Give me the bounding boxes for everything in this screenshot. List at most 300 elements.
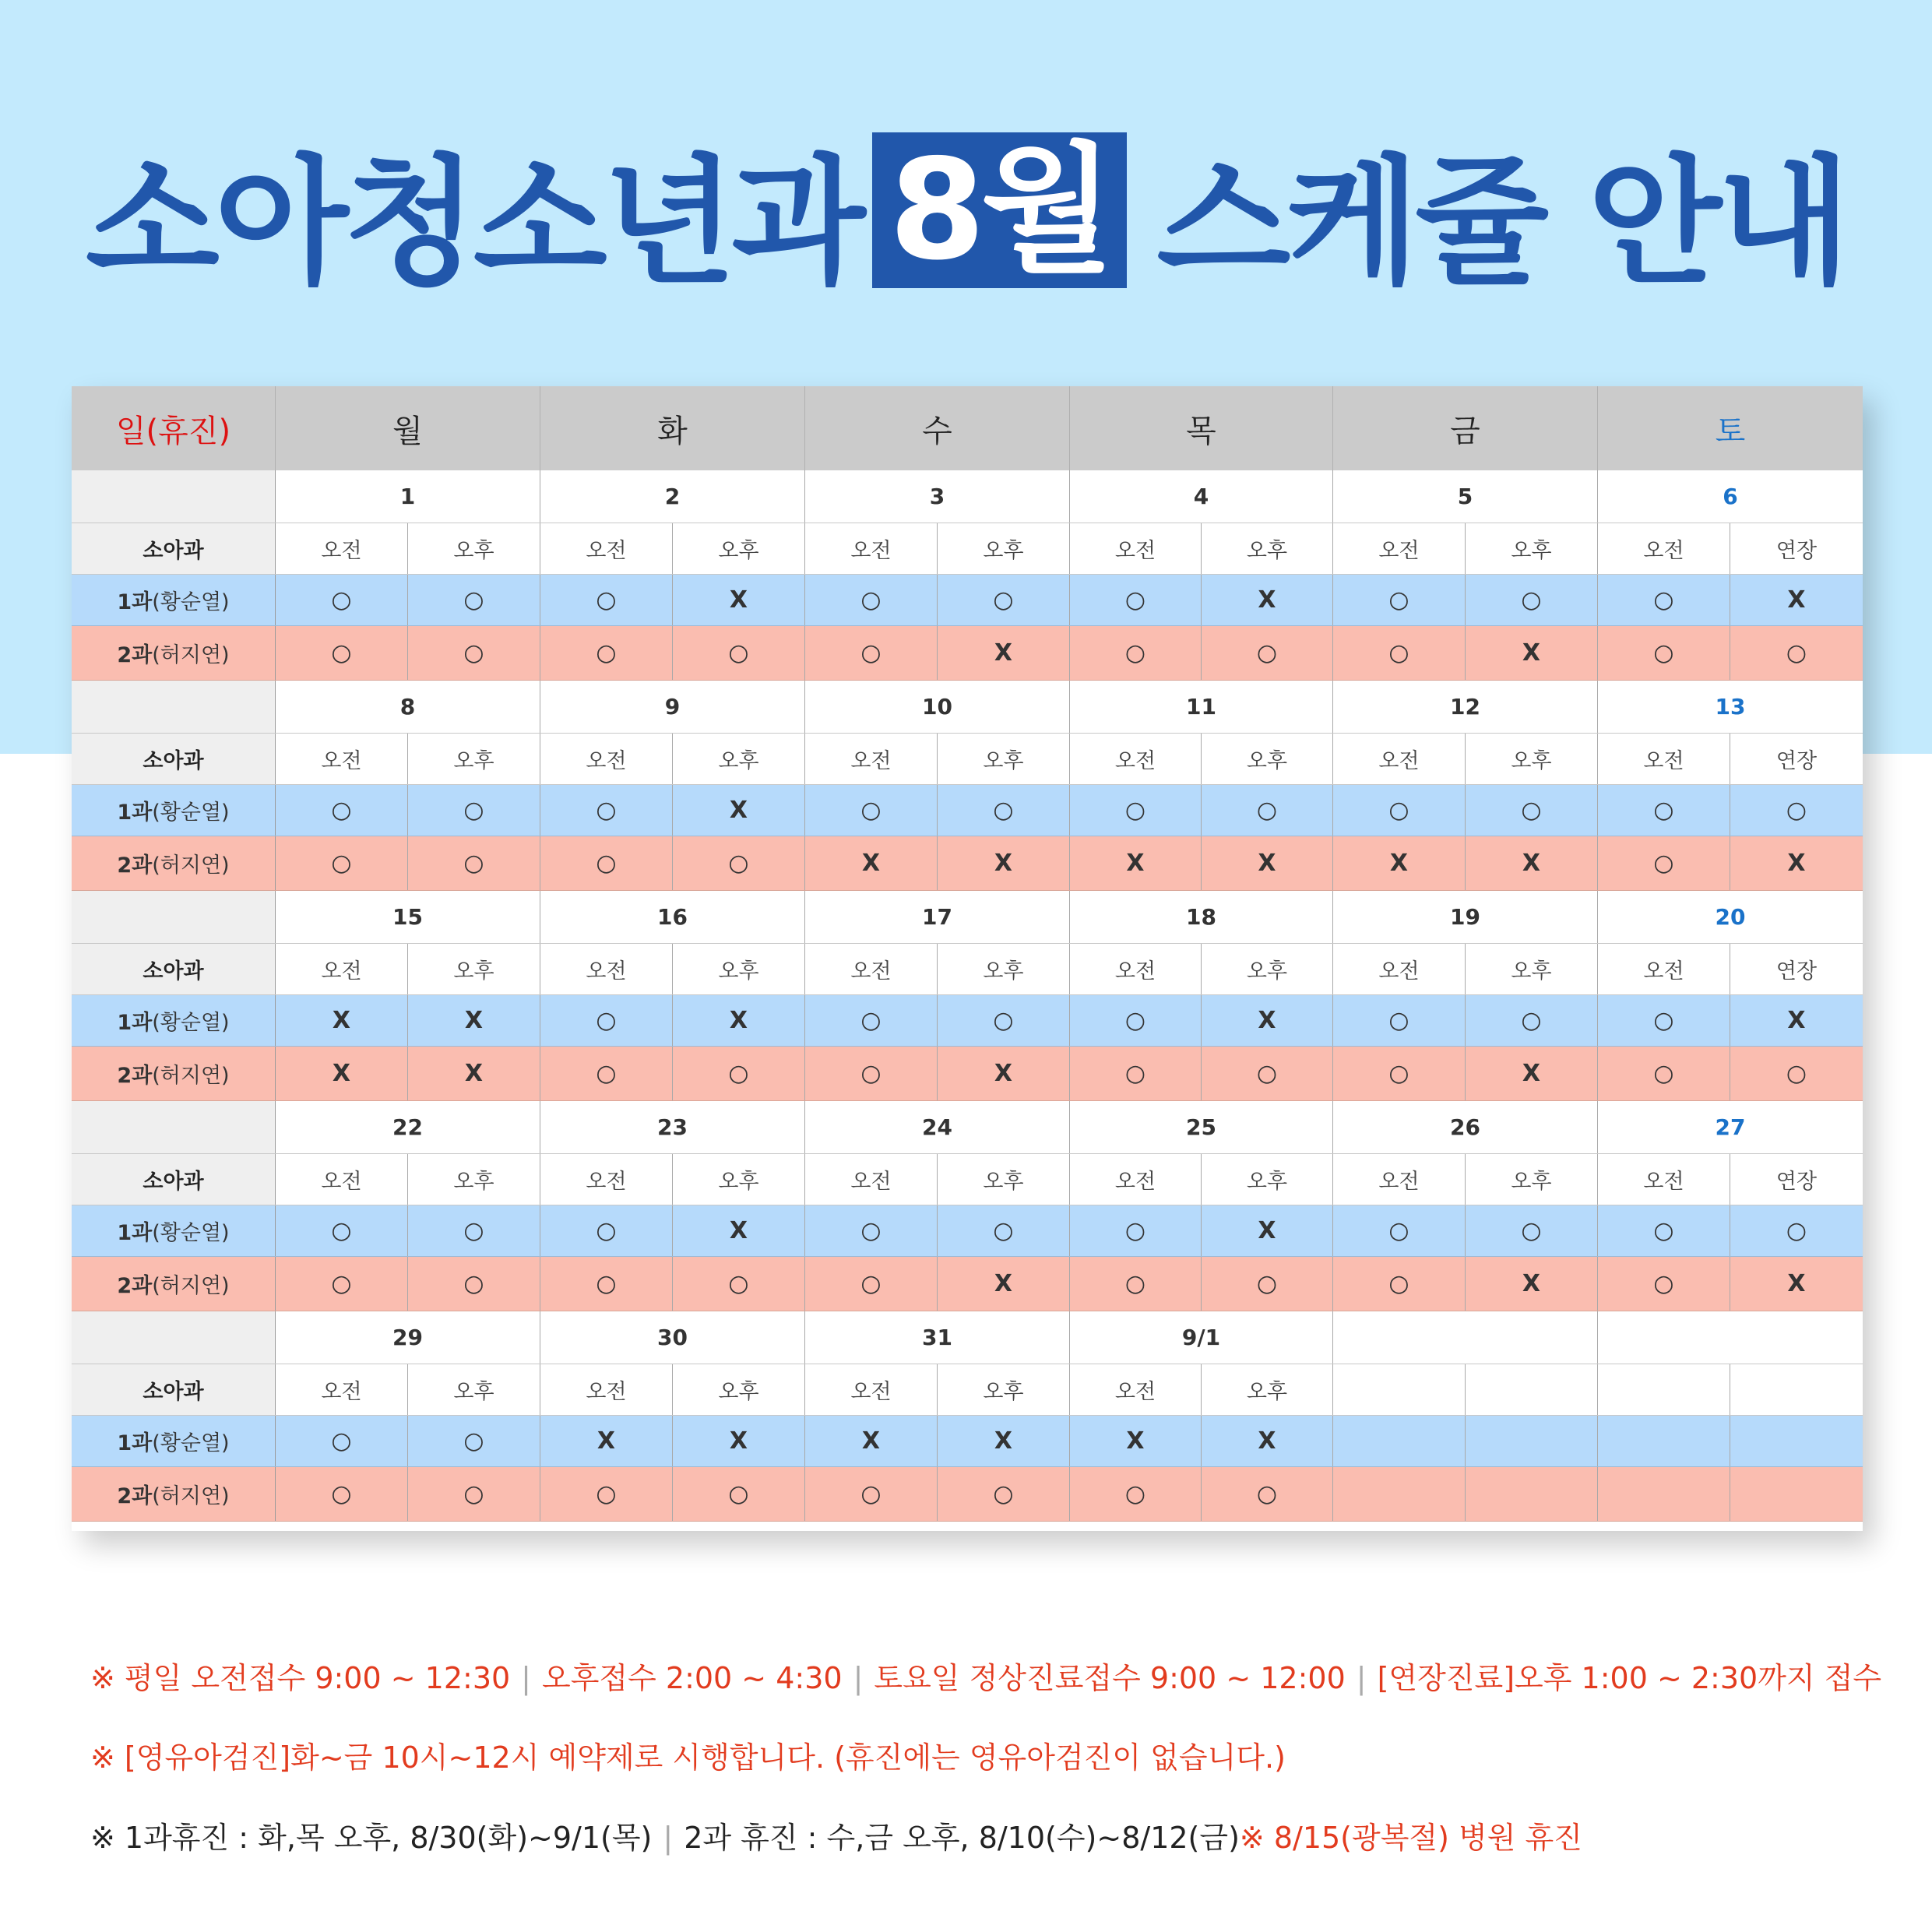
date-cell: 19 bbox=[1333, 891, 1598, 943]
availability-mark: ○ bbox=[1070, 995, 1202, 1046]
date-cell: 25 bbox=[1070, 1101, 1333, 1153]
date-cell: 11 bbox=[1070, 681, 1333, 733]
doc1-number: 1과 bbox=[117, 590, 153, 614]
slot-cell: 오전 bbox=[540, 1154, 673, 1205]
availability-mark: X bbox=[673, 1205, 805, 1256]
date-row-label bbox=[72, 891, 276, 943]
availability-mark: ○ bbox=[276, 1257, 408, 1311]
availability-mark: ○ bbox=[1333, 1205, 1466, 1256]
slot-cell: 오전 bbox=[276, 523, 408, 574]
slot-cell: 오전 bbox=[540, 734, 673, 784]
date-row bbox=[72, 470, 1863, 523]
date-cell: 8 bbox=[276, 681, 540, 733]
weeks-container bbox=[72, 470, 1863, 1522]
availability-mark: X bbox=[1333, 836, 1466, 890]
availability-mark: ○ bbox=[540, 1047, 673, 1100]
doc1-row bbox=[72, 785, 1863, 836]
slot-cell: 오전 bbox=[276, 1154, 408, 1205]
doc1-row bbox=[72, 1205, 1863, 1257]
slot-cell: 오후 bbox=[673, 944, 805, 994]
doc2-row bbox=[72, 626, 1863, 681]
doc2-label bbox=[72, 836, 276, 890]
availability-mark: X bbox=[1202, 575, 1333, 625]
date-row-label bbox=[72, 470, 276, 523]
slot-cell: 오전 bbox=[1598, 944, 1730, 994]
doc1-name: (황순열) bbox=[152, 590, 230, 614]
doc2-name: (허지연) bbox=[152, 1274, 230, 1298]
date-row bbox=[72, 681, 1863, 734]
date-cell: 12 bbox=[1333, 681, 1598, 733]
availability-mark: ○ bbox=[805, 785, 938, 836]
divider: | bbox=[1356, 1661, 1367, 1695]
title-prefix: 소아청소년과 bbox=[85, 142, 861, 303]
availability-mark: ○ bbox=[408, 1205, 540, 1256]
slot-cell: 오전 bbox=[1333, 523, 1466, 574]
note-line-1 bbox=[90, 1654, 1881, 1697]
availability-mark: X bbox=[1787, 850, 1806, 877]
doc1-label bbox=[72, 785, 276, 836]
date-row-label bbox=[72, 681, 276, 733]
availability-mark: ○ bbox=[805, 626, 938, 680]
availability-mark: ○ bbox=[938, 785, 1070, 836]
slot-cell: 연장 bbox=[1775, 539, 1818, 563]
doc1-name: (황순열) bbox=[152, 1431, 230, 1455]
slot-cell: 오전 bbox=[1598, 523, 1730, 574]
slot-cell: 연장 bbox=[1775, 959, 1818, 984]
availability-mark: ○ bbox=[673, 626, 805, 680]
week-block bbox=[72, 470, 1863, 681]
date-cell: 18 bbox=[1070, 891, 1333, 943]
availability-mark: ○ bbox=[1786, 1060, 1807, 1087]
doc2-name: (허지연) bbox=[152, 1484, 230, 1508]
date-cell: 24 bbox=[805, 1101, 1070, 1153]
availability-mark: ○ bbox=[540, 626, 673, 680]
availability-mark: ○ bbox=[1598, 626, 1730, 680]
doc1-name: (황순열) bbox=[152, 1221, 230, 1245]
doc1-number: 1과 bbox=[117, 1011, 153, 1035]
availability-mark: ○ bbox=[1786, 797, 1807, 824]
date-cell: 29 bbox=[276, 1311, 540, 1364]
doc1-number: 1과 bbox=[117, 1221, 153, 1245]
availability-mark: ○ bbox=[276, 1467, 408, 1521]
availability-mark: ○ bbox=[540, 995, 673, 1046]
doc1-row bbox=[72, 1416, 1863, 1467]
page-title bbox=[0, 117, 1932, 304]
slot-cell: 오후 bbox=[408, 944, 540, 994]
slot-cell: 오후 bbox=[673, 1154, 805, 1205]
slot-cell: 오전 bbox=[1070, 523, 1202, 574]
header-tue: 화 bbox=[540, 386, 805, 470]
date-cell: 23 bbox=[540, 1101, 805, 1153]
date-cell bbox=[1598, 1311, 1863, 1364]
slot-cell: 오후 bbox=[408, 1364, 540, 1415]
date-cell: 13 bbox=[1715, 694, 1746, 720]
slot-cell: 오전 bbox=[1333, 1154, 1466, 1205]
slot-cell: 오후 bbox=[938, 944, 1070, 994]
availability-mark: ○ bbox=[408, 1257, 540, 1311]
availability-mark: X bbox=[1787, 586, 1806, 614]
slot-cell: 오후 bbox=[1466, 944, 1598, 994]
availability-mark: X bbox=[673, 785, 805, 836]
availability-mark: X bbox=[1202, 1416, 1333, 1466]
slot-cell: 오후 bbox=[938, 523, 1070, 574]
availability-mark: ○ bbox=[938, 575, 1070, 625]
doc2-name: (허지연) bbox=[152, 853, 230, 878]
doc1-row bbox=[72, 575, 1863, 626]
availability-mark: X bbox=[938, 1416, 1070, 1466]
slot-cell: 오후 bbox=[1202, 1154, 1333, 1205]
slot-cell: 오전 bbox=[276, 734, 408, 784]
slot-cell: 오후 bbox=[673, 734, 805, 784]
availability-mark: X bbox=[276, 995, 408, 1046]
doc2-label bbox=[72, 1467, 276, 1521]
doc1-number: 1과 bbox=[117, 1431, 153, 1455]
availability-mark: ○ bbox=[1598, 785, 1730, 836]
availability-mark: ○ bbox=[1070, 1047, 1202, 1100]
doc2-number: 2과 bbox=[117, 1064, 153, 1088]
date-cell: 5 bbox=[1333, 470, 1598, 523]
availability-mark: X bbox=[938, 836, 1070, 890]
availability-mark: ○ bbox=[1202, 1257, 1333, 1311]
availability-mark: ○ bbox=[938, 1205, 1070, 1256]
doc2-number: 2과 bbox=[117, 643, 153, 667]
dept-label: 소아과 bbox=[72, 1364, 276, 1415]
date-cell bbox=[1333, 1311, 1598, 1364]
slot-cell: 오후 bbox=[1202, 944, 1333, 994]
availability-mark bbox=[1598, 1416, 1730, 1466]
dept-label: 소아과 bbox=[72, 734, 276, 784]
doc1-number: 1과 bbox=[117, 801, 153, 825]
date-cell: 30 bbox=[540, 1311, 805, 1364]
availability-mark: ○ bbox=[540, 836, 673, 890]
availability-mark: X bbox=[938, 1257, 1070, 1311]
availability-mark: ○ bbox=[1466, 575, 1598, 625]
availability-mark: ○ bbox=[408, 1416, 540, 1466]
slot-cell: 오전 bbox=[805, 944, 938, 994]
slot-cell: 오후 bbox=[673, 523, 805, 574]
availability-mark: X bbox=[1787, 1270, 1806, 1297]
slot-cell: 오전 bbox=[1333, 734, 1466, 784]
availability-mark: ○ bbox=[1202, 1047, 1333, 1100]
slot-cell: 오후 bbox=[1466, 523, 1598, 574]
availability-mark: ○ bbox=[408, 1467, 540, 1521]
availability-mark: ○ bbox=[408, 785, 540, 836]
slot-cell bbox=[1598, 1364, 1730, 1415]
slot-cell: 오후 bbox=[1202, 734, 1333, 784]
availability-mark: X bbox=[805, 1416, 938, 1466]
slot-cell: 오후 bbox=[408, 523, 540, 574]
date-cell: 15 bbox=[276, 891, 540, 943]
availability-mark: ○ bbox=[1598, 1257, 1730, 1311]
availability-mark: ○ bbox=[1598, 836, 1730, 890]
doc1-label bbox=[72, 1416, 276, 1466]
availability-mark: ○ bbox=[540, 575, 673, 625]
date-cell: 9 bbox=[540, 681, 805, 733]
availability-mark: ○ bbox=[1202, 785, 1333, 836]
slot-row bbox=[72, 1364, 1863, 1416]
availability-mark: ○ bbox=[673, 1047, 805, 1100]
availability-mark: X bbox=[1787, 1007, 1806, 1034]
availability-mark bbox=[1333, 1467, 1466, 1521]
availability-mark: ○ bbox=[1202, 626, 1333, 680]
slot-cell: 연장 bbox=[1775, 749, 1818, 773]
availability-mark: ○ bbox=[1333, 575, 1466, 625]
availability-mark: ○ bbox=[1598, 995, 1730, 1046]
slot-cell: 연장 bbox=[1775, 1170, 1818, 1194]
title-suffix: 스케쥴 안내 bbox=[1156, 142, 1847, 303]
doc2-row bbox=[72, 1047, 1863, 1101]
availability-mark: X bbox=[1466, 626, 1598, 680]
date-row bbox=[72, 1101, 1863, 1154]
date-row bbox=[72, 891, 1863, 944]
header-thu: 목 bbox=[1070, 386, 1333, 470]
availability-mark bbox=[1466, 1416, 1598, 1466]
availability-mark: X bbox=[1202, 836, 1333, 890]
availability-mark: ○ bbox=[805, 1467, 938, 1521]
dept-label: 소아과 bbox=[72, 1154, 276, 1205]
availability-mark: X bbox=[1466, 1257, 1598, 1311]
slot-cell bbox=[1730, 1364, 1863, 1415]
slot-cell: 오전 bbox=[1598, 734, 1730, 784]
availability-mark: X bbox=[276, 1047, 408, 1100]
availability-mark: X bbox=[1202, 995, 1333, 1046]
slot-cell: 오전 bbox=[805, 1364, 938, 1415]
availability-mark: ○ bbox=[408, 626, 540, 680]
note-holiday: ※ 8/15(광복절) 병원 휴진 bbox=[1239, 1821, 1582, 1855]
slot-cell: 오후 bbox=[1202, 1364, 1333, 1415]
slot-cell: 오전 bbox=[805, 1154, 938, 1205]
date-row bbox=[72, 1311, 1863, 1364]
date-cell: 9/1 bbox=[1070, 1311, 1333, 1364]
doc2-row bbox=[72, 1257, 1863, 1311]
date-cell: 10 bbox=[805, 681, 1070, 733]
availability-mark: ○ bbox=[805, 1257, 938, 1311]
availability-mark: ○ bbox=[1333, 785, 1466, 836]
slot-cell bbox=[1333, 1364, 1466, 1415]
availability-mark: ○ bbox=[1786, 1217, 1807, 1244]
availability-mark: X bbox=[1466, 1047, 1598, 1100]
date-cell: 1 bbox=[276, 470, 540, 523]
availability-mark: ○ bbox=[276, 575, 408, 625]
doc1-name: (황순열) bbox=[152, 1011, 230, 1035]
availability-mark: ○ bbox=[1466, 1205, 1598, 1256]
availability-mark: X bbox=[1202, 1205, 1333, 1256]
dept-label: 소아과 bbox=[72, 944, 276, 994]
doc1-label bbox=[72, 575, 276, 625]
availability-mark: ○ bbox=[540, 785, 673, 836]
availability-mark: ○ bbox=[1070, 626, 1202, 680]
availability-mark bbox=[1730, 1416, 1863, 1466]
doc1-label bbox=[72, 995, 276, 1046]
availability-mark bbox=[1333, 1416, 1466, 1466]
note-weekday-afternoon: 오후접수 2:00 ~ 4:30 bbox=[541, 1661, 843, 1695]
availability-mark: ○ bbox=[540, 1205, 673, 1256]
availability-mark: ○ bbox=[1466, 995, 1598, 1046]
availability-mark: ○ bbox=[1070, 785, 1202, 836]
slot-cell bbox=[1466, 1364, 1598, 1415]
date-row-label bbox=[72, 1101, 276, 1153]
availability-mark: X bbox=[1466, 836, 1598, 890]
divider: | bbox=[521, 1661, 531, 1695]
availability-mark: X bbox=[540, 1416, 673, 1466]
availability-mark bbox=[1730, 1467, 1863, 1521]
slot-cell: 오전 bbox=[1070, 944, 1202, 994]
note-doc1-off: ※ 1과휴진 : 화,목 오후, 8/30(화)~9/1(목) bbox=[90, 1821, 653, 1855]
availability-mark: ○ bbox=[1333, 995, 1466, 1046]
availability-mark: ○ bbox=[540, 1257, 673, 1311]
doc1-label bbox=[72, 1205, 276, 1256]
slot-cell: 오전 bbox=[805, 734, 938, 784]
availability-mark: ○ bbox=[1598, 1047, 1730, 1100]
availability-mark: ○ bbox=[1070, 1467, 1202, 1521]
slot-cell: 오후 bbox=[938, 1154, 1070, 1205]
date-cell: 20 bbox=[1715, 904, 1746, 930]
date-cell: 2 bbox=[540, 470, 805, 523]
slot-cell: 오전 bbox=[1070, 1364, 1202, 1415]
doc2-row bbox=[72, 1467, 1863, 1522]
week-block bbox=[72, 891, 1863, 1101]
slot-cell: 오전 bbox=[1070, 1154, 1202, 1205]
doc2-name: (허지연) bbox=[152, 643, 230, 667]
availability-mark: ○ bbox=[805, 1047, 938, 1100]
week-block bbox=[72, 1101, 1863, 1311]
title-month-badge: 8월 bbox=[872, 132, 1128, 288]
availability-mark: ○ bbox=[276, 1205, 408, 1256]
week-block bbox=[72, 1311, 1863, 1522]
doc2-label bbox=[72, 1257, 276, 1311]
availability-mark: X bbox=[408, 1047, 540, 1100]
slot-cell: 오전 bbox=[540, 1364, 673, 1415]
date-cell: 26 bbox=[1333, 1101, 1598, 1153]
availability-mark: ○ bbox=[1598, 1205, 1730, 1256]
doc2-number: 2과 bbox=[117, 853, 153, 878]
availability-mark: ○ bbox=[805, 995, 938, 1046]
availability-mark: ○ bbox=[1786, 639, 1807, 667]
divider: | bbox=[663, 1821, 674, 1855]
doc2-number: 2과 bbox=[117, 1274, 153, 1298]
availability-mark: ○ bbox=[1598, 575, 1730, 625]
date-cell: 27 bbox=[1715, 1114, 1746, 1140]
availability-mark: X bbox=[673, 1416, 805, 1466]
header-sat: 토 bbox=[1715, 413, 1746, 449]
availability-mark: ○ bbox=[673, 836, 805, 890]
note-doc2-off: 2과 휴진 : 수,금 오후, 8/10(수)~8/12(금) bbox=[684, 1821, 1240, 1855]
doc2-label bbox=[72, 626, 276, 680]
date-row-label bbox=[72, 1311, 276, 1364]
date-cell: 31 bbox=[805, 1311, 1070, 1364]
date-cell: 17 bbox=[805, 891, 1070, 943]
doc1-name: (황순열) bbox=[152, 801, 230, 825]
availability-mark: ○ bbox=[673, 1257, 805, 1311]
header-sunday: 일(휴진) bbox=[72, 386, 276, 470]
slot-row bbox=[72, 944, 1863, 995]
slot-row bbox=[72, 523, 1863, 575]
table-header bbox=[72, 386, 1863, 470]
slot-cell: 오전 bbox=[805, 523, 938, 574]
slot-cell: 오후 bbox=[1202, 523, 1333, 574]
doc2-name: (허지연) bbox=[152, 1064, 230, 1088]
availability-mark: ○ bbox=[540, 1467, 673, 1521]
note-line-3 bbox=[90, 1814, 1881, 1856]
availability-mark: ○ bbox=[1466, 785, 1598, 836]
slot-cell: 오후 bbox=[938, 1364, 1070, 1415]
availability-mark: ○ bbox=[276, 785, 408, 836]
availability-mark: X bbox=[408, 995, 540, 1046]
divider: | bbox=[853, 1661, 864, 1695]
slot-cell: 오전 bbox=[540, 944, 673, 994]
slot-cell: 오후 bbox=[938, 734, 1070, 784]
availability-mark: ○ bbox=[1070, 575, 1202, 625]
availability-mark: ○ bbox=[1333, 1257, 1466, 1311]
availability-mark: ○ bbox=[1070, 1257, 1202, 1311]
availability-mark: ○ bbox=[276, 1416, 408, 1466]
doc2-row bbox=[72, 836, 1863, 891]
note-line-2 bbox=[90, 1733, 1881, 1776]
slot-cell: 오전 bbox=[1333, 944, 1466, 994]
date-cell: 6 bbox=[1723, 484, 1738, 509]
availability-mark: ○ bbox=[938, 995, 1070, 1046]
availability-mark: X bbox=[673, 995, 805, 1046]
availability-mark: ○ bbox=[1333, 1047, 1466, 1100]
date-cell: 22 bbox=[276, 1101, 540, 1153]
header-wed: 수 bbox=[805, 386, 1070, 470]
availability-mark: ○ bbox=[1333, 626, 1466, 680]
slot-cell: 오후 bbox=[1466, 1154, 1598, 1205]
date-cell: 3 bbox=[805, 470, 1070, 523]
note-saturday: 토요일 정상진료접수 9:00 ~ 12:00 bbox=[874, 1661, 1346, 1695]
slot-cell: 오후 bbox=[408, 1154, 540, 1205]
date-cell: 4 bbox=[1070, 470, 1333, 523]
header-fri: 금 bbox=[1333, 386, 1598, 470]
availability-mark: ○ bbox=[805, 575, 938, 625]
availability-mark: X bbox=[938, 626, 1070, 680]
availability-mark: ○ bbox=[805, 1205, 938, 1256]
note-checkup: ※ [영유아검진]화~금 10시~12시 예약제로 시행합니다. (휴진에는 영유아검진이 없습니다.) bbox=[90, 1740, 1286, 1775]
availability-mark: X bbox=[1070, 1416, 1202, 1466]
availability-mark: ○ bbox=[673, 1467, 805, 1521]
availability-mark: ○ bbox=[276, 836, 408, 890]
slot-cell: 오후 bbox=[673, 1364, 805, 1415]
slot-cell: 오전 bbox=[540, 523, 673, 574]
availability-mark: ○ bbox=[408, 575, 540, 625]
availability-mark: ○ bbox=[1070, 1205, 1202, 1256]
note-weekday-morning: ※ 평일 오전접수 9:00 ~ 12:30 bbox=[90, 1661, 511, 1695]
slot-cell: 오전 bbox=[1070, 734, 1202, 784]
slot-cell: 오전 bbox=[1598, 1154, 1730, 1205]
slot-cell: 오전 bbox=[276, 1364, 408, 1415]
date-cell: 16 bbox=[540, 891, 805, 943]
slot-row bbox=[72, 734, 1863, 785]
note-extended: [연장진료]오후 1:00 ~ 2:30까지 접수 bbox=[1377, 1661, 1882, 1695]
dept-label: 소아과 bbox=[72, 523, 276, 574]
availability-mark bbox=[1466, 1467, 1598, 1521]
availability-mark: ○ bbox=[408, 836, 540, 890]
week-block bbox=[72, 681, 1863, 891]
availability-mark bbox=[1598, 1467, 1730, 1521]
slot-cell: 오후 bbox=[408, 734, 540, 784]
availability-mark: ○ bbox=[938, 1467, 1070, 1521]
availability-mark: X bbox=[805, 836, 938, 890]
doc1-row bbox=[72, 995, 1863, 1047]
availability-mark: ○ bbox=[276, 626, 408, 680]
doc2-label bbox=[72, 1047, 276, 1100]
header-mon: 월 bbox=[276, 386, 540, 470]
slot-cell: 오후 bbox=[1466, 734, 1598, 784]
availability-mark: X bbox=[938, 1047, 1070, 1100]
slot-row bbox=[72, 1154, 1863, 1205]
availability-mark: X bbox=[673, 575, 805, 625]
doc2-number: 2과 bbox=[117, 1484, 153, 1508]
